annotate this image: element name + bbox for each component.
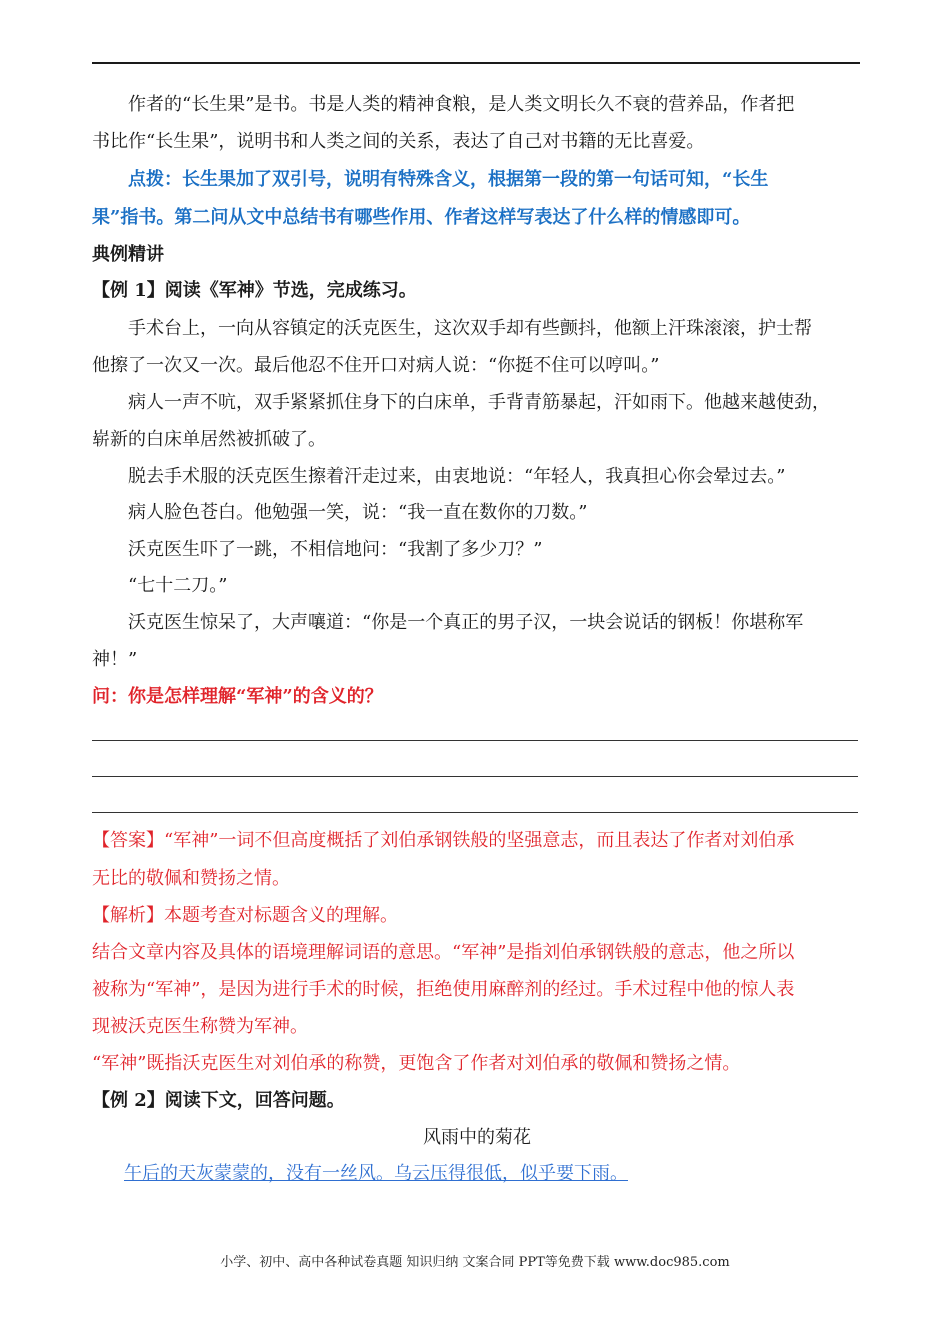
section-title: 典例精讲 — [92, 244, 164, 265]
analysis-heading: 【解析】本题考查对标题含义的理解。 — [92, 905, 398, 926]
example2-heading: 【例 2】阅读下文，回答问题。 — [92, 1090, 345, 1111]
blank-answer-line[interactable] — [92, 776, 858, 777]
example2-first-line-text: 午后的天灰蒙蒙的，没有一丝风。乌云压得很低，似乎要下雨。 — [124, 1163, 628, 1184]
example1-question: 问：你是怎样理解“军神”的含义的？ — [92, 686, 383, 707]
hint-line-2: 果”指书。第二问从文中总结书有哪些作用、作者这样写表达了什么样的情感即可。 — [92, 207, 751, 228]
answer-line-2: 无比的敬佩和赞扬之情。 — [92, 868, 290, 889]
example1-text-line: 沃克医生吓了一跳，不相信地问：“我割了多少刀？” — [128, 539, 543, 560]
analysis-line: 被称为“军神”，是因为进行手术的时候，拒绝使用麻醉剂的经过。手术过程中他的惊人表 — [92, 979, 795, 1000]
intro-paragraph-line-2: 书比作“长生果”，说明书和人类之间的关系，表达了自己对书籍的无比喜爱。 — [92, 131, 705, 152]
example1-text-line: 崭新的白床单居然被抓破了。 — [92, 429, 326, 450]
blank-answer-line[interactable] — [92, 740, 858, 741]
example1-text-line: 脱去手术服的沃克医生擦着汗走过来，由衷地说：“年轻人，我真担心你会晕过去。” — [128, 466, 786, 487]
answer-line-1: 【答案】“军神”一词不但高度概括了刘伯承钢铁般的坚强意志，而且表达了作者对刘伯承 — [92, 830, 795, 851]
header-rule — [92, 62, 860, 64]
example1-text-line: 手术台上，一向从容镇定的沃克医生，这次双手却有些颤抖，他额上汗珠滚滚，护士帮 — [128, 318, 812, 339]
footer-text: 小学、初中、高中各种试卷真题 知识归纳 文案合同 PPT等免费下载 www.doc985.com — [220, 1255, 730, 1270]
example1-text-line: “七十二刀。” — [128, 575, 228, 596]
example1-text-line: 他擦了一次又一次。最后他忍不住开口对病人说：“你挺不住可以哼叫。” — [92, 355, 660, 376]
hint-line-1: 点拨：长生果加了双引号，说明有特殊含义，根据第一段的第一句话可知，“长生 — [128, 169, 769, 190]
example1-text-line: 神！” — [92, 649, 138, 670]
example2-first-line — [92, 1163, 894, 1185]
analysis-line: 现被沃克医生称赞为军神。 — [92, 1016, 308, 1037]
example1-text-line: 沃克医生惊呆了，大声嚷道：“你是一个真正的男子汉，一块会说话的钢板！你堪称军 — [128, 612, 804, 633]
analysis-line: 结合文章内容及具体的语境理解词语的意思。“军神”是指刘伯承钢铁般的意志，他之所以 — [92, 942, 795, 963]
intro-paragraph-line-1: 作者的“长生果”是书。书是人类的精神食粮，是人类文明长久不衰的营养品，作者把 — [128, 94, 795, 115]
example1-heading: 【例 1】阅读《军神》节选，完成练习。 — [92, 280, 417, 301]
example2-title: 风雨中的菊花 — [423, 1127, 531, 1148]
example1-text-line: 病人一声不吭，双手紧紧抓住身下的白床单，手背青筋暴起，汗如雨下。他越来越使劲， — [128, 392, 830, 413]
blank-answer-line[interactable] — [92, 812, 858, 813]
analysis-line: “军神”既指沃克医生对刘伯承的称赞，更饱含了作者对刘伯承的敬佩和赞扬之情。 — [92, 1053, 741, 1074]
example1-text-line: 病人脸色苍白。他勉强一笑，说：“我一直在数你的刀数。” — [128, 502, 588, 523]
